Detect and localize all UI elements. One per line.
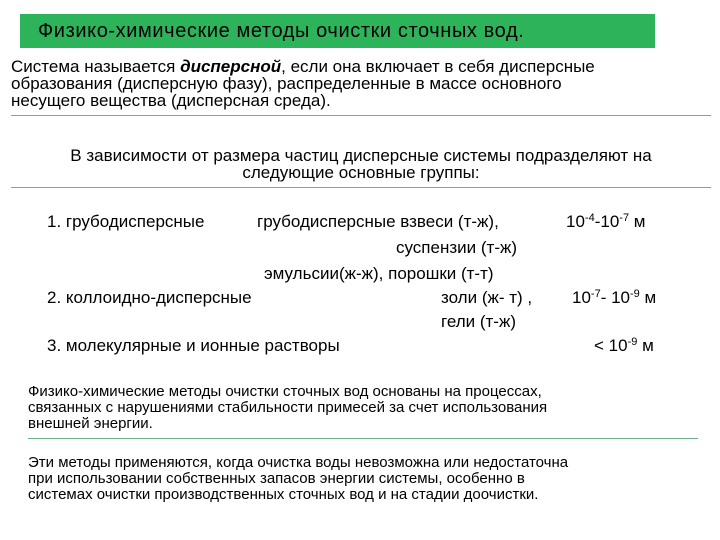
size-base: 10	[566, 212, 585, 231]
classification-line-2: следующие основные группы:	[242, 163, 480, 182]
group-label: 1. грубодисперсные	[47, 212, 205, 231]
methods-basis-line-3: внешней энергии.	[28, 415, 153, 432]
group-example: гели (т-ж)	[441, 312, 516, 331]
size-exponent: -9	[630, 288, 640, 300]
group-example: грубодисперсные взвеси (т-ж),	[257, 212, 499, 231]
size-base: 10	[572, 288, 591, 307]
group-label: 3. молекулярные и ионные растворы	[47, 336, 340, 355]
intro-line-2: образования (дисперсную фазу), распределенные в массе основного	[11, 74, 562, 93]
intro-line-3: несущего вещества (дисперсная среда).	[11, 91, 331, 110]
group-label: 2. коллоидно-дисперсные	[47, 288, 252, 307]
page-title: Физико-химические методы очистки сточных вод.	[38, 20, 525, 42]
classification-intro	[11, 147, 711, 188]
methods-usage-line-2: при использовании собственных запасов энергии системы, особенно в	[28, 470, 525, 487]
size-unit: м	[637, 336, 654, 355]
methods-basis-paragraph	[28, 384, 698, 439]
size-exponent: -9	[627, 336, 638, 348]
group-example: суспензии (т-ж)	[396, 238, 518, 257]
group-example: эмульсии(ж-ж), порошки (т-т)	[264, 264, 494, 283]
group-size	[594, 336, 654, 356]
methods-basis-line-2: связанных с нарушениями стабильности примесей за счет использования	[28, 399, 548, 416]
size-exponent: -7	[590, 288, 601, 300]
methods-usage-line-3: системах очистки производственных сточных вод и на стадии доочистки.	[28, 486, 539, 503]
size-base: < 10	[594, 336, 628, 355]
intro-paragraph	[11, 58, 711, 116]
group-example: золи (ж- т) ,	[441, 288, 533, 307]
size-exponent: -4	[584, 212, 595, 224]
group-size	[566, 212, 645, 232]
intro-text: Система называется	[11, 57, 181, 76]
size-unit: м	[629, 212, 646, 231]
group-size	[572, 288, 656, 308]
title-banner	[20, 14, 655, 48]
intro-text: , если она включает в себя дисперсные	[281, 57, 595, 76]
methods-usage-line-1: Эти методы применяются, когда очистка воды невозможна или недостаточна	[28, 454, 569, 471]
methods-usage-paragraph	[28, 455, 698, 503]
intro-emphasis: дисперсной	[180, 57, 282, 76]
intro-line-1	[11, 58, 711, 75]
classification-line-1: В зависимости от размера частиц дисперсные системы подразделяют на	[70, 146, 652, 165]
size-separator: -10	[594, 212, 620, 231]
methods-basis-line-1: Физико-химические методы очистки сточных вод основаны на процессах,	[28, 383, 542, 400]
size-unit: м	[639, 288, 657, 307]
size-separator: - 10	[600, 288, 630, 307]
size-exponent: -7	[619, 212, 630, 224]
